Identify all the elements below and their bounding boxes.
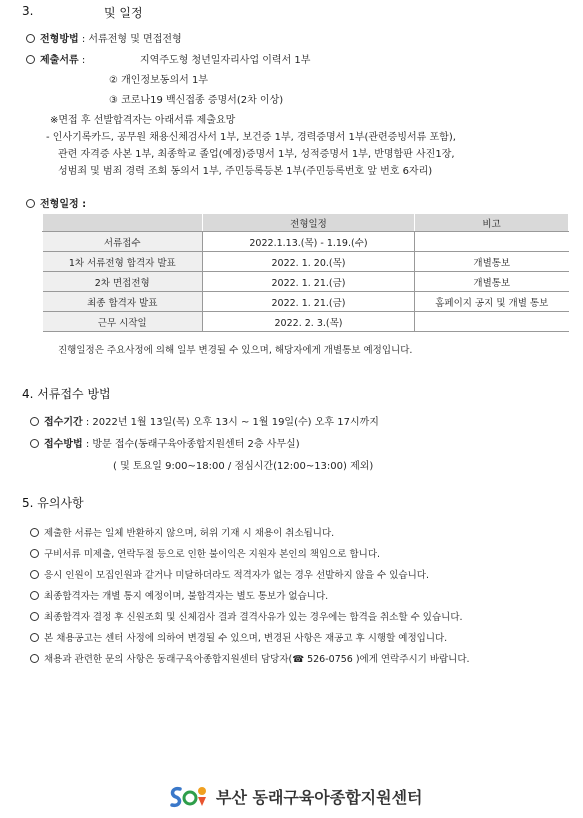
section3-title: 및 일정	[104, 6, 143, 20]
list-item: 본 채용공고는 센터 사정에 의하여 변경될 수 있으며, 변경된 사항은 재공고 후 시행할 예정입니다.	[30, 628, 470, 649]
notice-list	[30, 523, 470, 670]
table-header-cell	[43, 214, 203, 232]
period-row	[30, 413, 379, 428]
method-row	[26, 30, 182, 45]
circle-bullet-icon	[30, 439, 39, 448]
schedule-table	[42, 213, 569, 332]
circle-bullet-icon	[30, 591, 39, 600]
table-cell: 최종 합격자 발표	[43, 292, 203, 312]
note-body-2: 관련 자격증 사본 1부, 최종학교 졸업(예정)증명서 1부, 성적증명서 1부, 반명함판 사진1장,	[58, 149, 455, 160]
period-value: : 2022년 1월 13일(목) 오후 13시 ~ 1월 19일(수) 오후 17시까지	[85, 417, 379, 428]
circle-bullet-icon	[30, 633, 39, 642]
table-header-cell: 전형일정	[203, 214, 415, 232]
docs-row	[26, 51, 85, 66]
doc-item-1: 지역주도형 청년일자리사업 이력서 1부	[140, 55, 311, 66]
section3-number: 3.	[22, 4, 34, 18]
table-header-cell: 비고	[415, 214, 569, 232]
receipt-method-row	[30, 435, 300, 450]
docs-label: 제출서류	[40, 55, 79, 66]
center-logo-icon	[168, 783, 212, 809]
table-row	[43, 272, 569, 292]
table-row	[43, 292, 569, 312]
table-cell: 1차 서류전형 합격자 발표	[43, 252, 203, 272]
method-value: : 서류전형 및 면접전형	[81, 34, 182, 45]
table-cell: 근무 시작일	[43, 312, 203, 332]
receipt-method-value: : 방문 접수(동래구육아종합지원센터 2층 사무실)	[85, 439, 300, 450]
table-cell	[415, 232, 569, 252]
circle-bullet-icon	[30, 654, 39, 663]
circle-bullet-icon	[30, 570, 39, 579]
schedule-row	[26, 195, 86, 210]
list-item: 채용과 관련한 문의 사항은 동래구육아종합지원센터 담당자(☎ 526-0756 )에게 연락주시기 바랍니다.	[30, 649, 470, 670]
circle-bullet-icon	[26, 34, 35, 43]
note-body-1: - 인사기록카드, 공무원 채용신체검사서 1부, 보건증 1부, 경력증명서 1부(관련증빙서류 포함),	[46, 132, 456, 143]
circle-bullet-icon	[26, 55, 35, 64]
table-cell: 개별통보	[415, 252, 569, 272]
receipt-method-label: 접수방법	[44, 439, 83, 450]
table-cell: 서류접수	[43, 232, 203, 252]
org-name: 부산 동래구육아종합지원센터	[216, 787, 423, 807]
circle-bullet-icon	[30, 528, 39, 537]
table-cell: 2022. 1. 20.(목)	[203, 252, 415, 272]
table-cell: 홈페이지 공지 및 개별 통보	[415, 292, 569, 312]
list-item: 구비서류 미제출, 연락두절 등으로 인한 불이익은 지원자 본인의 책임으로 합니다.	[30, 544, 470, 565]
table-row	[43, 312, 569, 332]
circle-bullet-icon	[30, 417, 39, 426]
circle-bullet-icon	[30, 612, 39, 621]
doc-item-2: ② 개인정보동의서 1부	[109, 75, 208, 86]
table-cell: 2022. 1. 21.(금)	[203, 272, 415, 292]
table-cell: 2022. 1. 21.(금)	[203, 292, 415, 312]
footer-logo	[168, 783, 423, 809]
period-label: 접수기간	[44, 417, 83, 428]
doc-item-3: ③ 코로나19 백신접종 증명서(2차 이상)	[109, 95, 284, 106]
table-cell: 2022.1.13.(목) - 1.19.(수)	[203, 232, 415, 252]
list-item: 제출한 서류는 일체 반환하지 않으며, 허위 기재 시 채용이 취소됩니다.	[30, 523, 470, 544]
table-cell: 2022. 2. 3.(목)	[203, 312, 415, 332]
note-title: ※면접 후 선발합격자는 아래서류 제출요망	[50, 115, 236, 126]
note-body-3: 성범죄 및 범죄 경력 조회 동의서 1부, 주민등록등본 1부(주민등록번호 앞 번호 6자리)	[58, 166, 433, 177]
table-row	[43, 252, 569, 272]
table-cell: 개별통보	[415, 272, 569, 292]
circle-bullet-icon	[30, 549, 39, 558]
section5-title: 5. 유의사항	[22, 496, 84, 510]
table-note: 진행일정은 주요사정에 의해 일부 변경될 수 있으며, 해당자에게 개별통보 예정입니다.	[58, 345, 413, 356]
table-header-row	[43, 214, 569, 232]
section4-title: 4. 서류접수 방법	[22, 387, 111, 401]
list-item: 최종합격자는 개별 통지 예정이며, 불합격자는 별도 통보가 없습니다.	[30, 586, 470, 607]
table-cell	[415, 312, 569, 332]
docs-sep: :	[81, 55, 86, 66]
method-label: 전형방법	[40, 34, 79, 45]
schedule-label: 전형일정 :	[40, 199, 87, 210]
table-cell: 2차 면접전형	[43, 272, 203, 292]
circle-bullet-icon	[26, 199, 35, 208]
list-item: 응시 인원이 모집인원과 같거나 미달하더라도 적격자가 없는 경우 선발하지 않을 수 있습니다.	[30, 565, 470, 586]
list-item: 최종합격자 결정 후 신원조회 및 신체검사 결과 결격사유가 있는 경우에는 합격을 취소할 수 있습니다.	[30, 607, 470, 628]
receipt-method-sub: ( 및 토요일 9:00~18:00 / 점심시간(12:00~13:00) 제외)	[113, 461, 374, 472]
table-row	[43, 232, 569, 252]
